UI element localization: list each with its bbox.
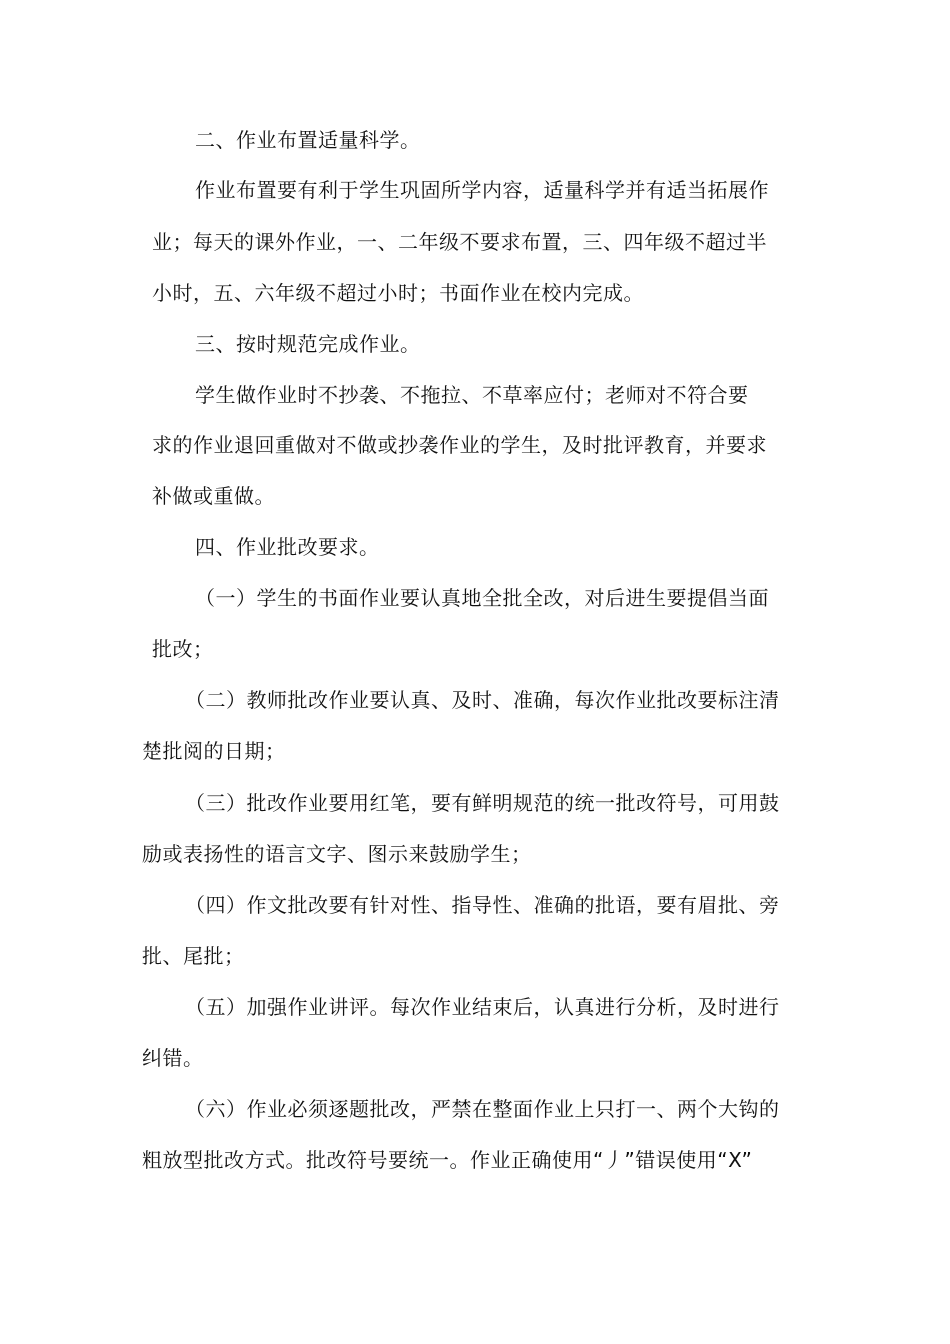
paragraph-line: 作业布置要有利于学生巩固所学内容，适量科学并有适当拓展作 (195, 178, 769, 202)
list-item-line: 批、尾批； (142, 944, 245, 968)
list-item-line: （二）教师批改作业要认真、及时、准确，每次作业批改要标注清 (185, 688, 780, 712)
list-item-line: 粗放型批改方式。批改符号要统一。作业正确使用“丿”错误使用“X” (142, 1148, 753, 1172)
list-item-line: （三）批改作业要用红笔，要有鲜明规范的统一批改符号，可用鼓 (185, 791, 780, 815)
section-heading-4: 四、作业批改要求。 (195, 535, 380, 559)
list-item-line: 励或表扬性的语言文字、图示来鼓励学生； (142, 842, 532, 866)
paragraph-line: 补做或重做。 (152, 484, 275, 508)
list-item-line: （五）加强作业讲评。每次作业结束后，认真进行分析，及时进行 (185, 995, 780, 1019)
paragraph-line: 小时，五、六年级不超过小时；书面作业在校内完成。 (152, 281, 644, 305)
paragraph-line: 学生做作业时不抄袭、不拖拉、不草率应付；老师对不符合要 (195, 383, 749, 407)
section-heading-3: 三、按时规范完成作业。 (195, 332, 421, 356)
section-heading-2: 二、作业布置适量科学。 (195, 128, 421, 152)
list-item-line: （四）作文批改要有针对性、指导性、准确的批语，要有眉批、旁 (185, 893, 780, 917)
list-item-line: 批改； (152, 637, 214, 661)
list-item-line: （六）作业必须逐题批改，严禁在整面作业上只打一、两个大钩的 (185, 1097, 780, 1121)
list-item-line: （一）学生的书面作业要认真地全批全改，对后进生要提倡当面 (195, 586, 769, 610)
paragraph-line: 业；每天的课外作业，一、二年级不要求布置，三、四年级不超过半 (152, 230, 767, 254)
paragraph-line: 求的作业退回重做对不做或抄袭作业的学生，及时批评教育，并要求 (152, 433, 767, 457)
list-item-line: 楚批阅的日期； (142, 739, 286, 763)
list-item-line: 纠错。 (142, 1046, 204, 1070)
